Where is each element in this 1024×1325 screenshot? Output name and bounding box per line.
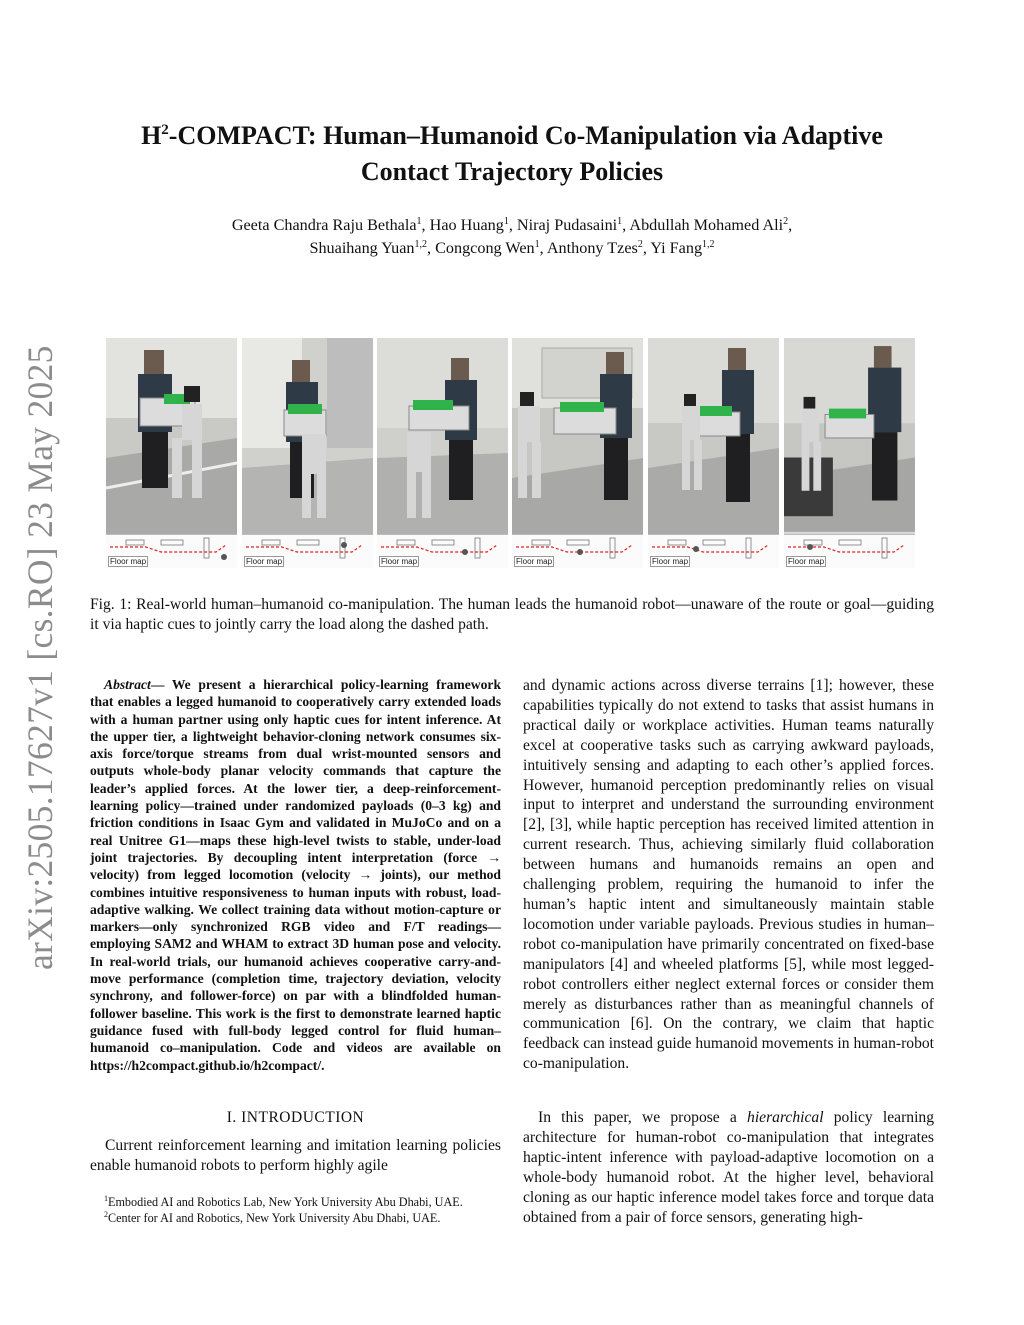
intro-paragraph-left: Current reinforcement learning and imitation learning policies enable humanoid robots to perform highly agile [90, 1137, 501, 1174]
floor-map-label: Floor map [516, 557, 553, 566]
figure-panel-6 [784, 338, 915, 568]
floor-map [377, 534, 508, 568]
figure-panel-3 [377, 338, 508, 568]
left-column [90, 676, 501, 1074]
arxiv-identifier: arXiv:2505.17627v1 [cs.RO] 23 May 2025 [20, 345, 60, 970]
photo-human-robot-carry [512, 338, 643, 534]
figure-caption: Fig. 1: Real-world human–humanoid co-manipulation. The human leads the humanoid robot—unaware of the route or goal—guiding it via haptic cues to jointly carry the load along the dashed path. [90, 596, 934, 633]
author: Congcong Wen$^1$, [435, 239, 547, 257]
intro-paragraph-right-2: In this paper, we propose a hierarchical policy learning architecture for human-robot co-manipulation that integrates haptic-intent inference with payload-adaptive locomotion on a whole-body humanoid robot. At the higher level, behavioral cloning as our haptic inference model takes force and torque data obtained from a pair of force sensors, generating high- [523, 1109, 934, 1226]
photo-human-robot-carry [784, 338, 915, 534]
photo-human-robot-carry [106, 338, 237, 534]
photo-human-robot-carry [377, 338, 508, 534]
abstract-text: We present a hierarchical policy-learning framework that enables a legged humanoid to cooperatively carry extended loads with a human partner using only haptic cues for intent inference. At the upper tier, a lightweight behavior-cloning network consumes six-axis force/torque streams from dual wrist-mounted sensors and outputs whole-body planar velocity commands that capture the leader’s applied forces. At the lower tier, a deep-reinforcement-learning policy—trained under randomized payloads (0–3 kg) and friction conditions in Isaac Gym and validated in MuJoCo and on a real Unitree G1—maps these high-level twists to stable, under-load joint trajectories. By decoupling intent interpretation (force → velocity) from legged locomotion (velocity → joints), our method combines intuitive responsiveness to human inputs with robust, load-adaptive walking. We collect training data without motion-capture or markers—only synchronized RGB video and F/T readings—employing SAM2 and WHAM to extract 3D human pose and velocity. In real-world trials, our humanoid achieves cooperative carry-and-move performance (completion time, trajectory deviation, velocity synchrony, and follower-force) on par with a blindfolded human-follower baseline. This work is the first to demonstrate learned haptic guidance fused with full-body legged control for fluid human–humanoid co–manipulation. Code and videos are available on https://h2compact.github.io/h2compact/. [90, 677, 502, 1073]
photo-human-robot-carry [648, 338, 779, 534]
floor-map [242, 534, 373, 568]
floor-map-label: Floor map [246, 557, 283, 566]
figure-panel-4 [512, 338, 643, 568]
figure-panel-2 [242, 338, 373, 568]
floor-map [106, 534, 237, 568]
abstract: Abstract— We present a hierarchical policy-learning framework that enables a legged humanoid to cooperatively carry extended loads with a human partner using only haptic cues for intent inference. At the upper tier, a lightweight behavior-cloning network consumes six-axis force/torque streams from dual wrist-mounted sensors and outputs whole-body planar velocity commands that capture the leader’s applied forces. At the lower tier, a deep-reinforcement-learning policy—trained under randomized payloads (0–3 kg) and friction conditions in Isaac Gym and validated in MuJoCo and on a real Unitree G1—maps these high-level twists to stable, under-load joint trajectories. By decoupling intent interpretation (force → velocity) from legged locomotion (velocity → joints), our method combines intuitive responsiveness to human inputs with robust, load-adaptive walking. We collect training data without motion-capture or markers—only synchronized RGB video and F/T readings—employing SAM2 and WHAM to extract 3D human pose and velocity. In real-world trials, our humanoid achieves cooperative carry-and-move performance (completion time, trajectory deviation, velocity synchrony, and follower-force) on par with a blindfolded human-follower baseline. This work is the first to demonstrate learned haptic guidance fused with full-body legged control for fluid human–humanoid co–manipulation. Code and videos are available on https://h2compact.github.io/h2compact/. [90, 677, 502, 1073]
figure-panel-1 [106, 338, 237, 568]
figure-1 [106, 338, 918, 568]
figure-panel-5 [648, 338, 779, 568]
floor-map-label: Floor map [110, 557, 147, 566]
author: Geeta Chandra Raju Bethala$^1$, [231, 216, 430, 234]
photo-human-robot-carry [242, 338, 373, 534]
floor-map-label: Floor map [788, 557, 825, 566]
author-list [130, 214, 894, 260]
author: Shuaihang Yuan$^{1,2}$, [309, 239, 436, 257]
author: Abdullah Mohamed Ali$^2$, [629, 216, 793, 234]
footnotes [90, 1194, 501, 1226]
title-prefix: H [141, 121, 162, 150]
title-superscript: 2 [161, 122, 169, 138]
author: Niraj Pudasaini$^1$, [516, 216, 630, 234]
floor-map [648, 534, 779, 568]
floor-map-label: Floor map [381, 557, 418, 566]
right-column [523, 676, 934, 1074]
paper-title [100, 118, 924, 190]
section-heading-introduction: I. INTRODUCTION [226, 1109, 365, 1126]
author: Yi Fang$^{1,2}$ [650, 239, 715, 257]
title-rest: -COMPACT: Human–Humanoid Co-Manipulation via Adaptive Contact Trajectory Policies [168, 121, 883, 186]
floor-map [784, 534, 915, 568]
floor-map-label: Floor map [652, 557, 689, 566]
abstract-label: Abstract [104, 677, 151, 692]
intro-paragraph-right-1: and dynamic actions across diverse terrains [1]; however, these capabilities typically do not extend to tasks that assist humans in practical daily or workplace activities. Human teams naturally excel at cooperative tasks such as carrying awkward payloads, intuitively sensing and adapting to each other’s applied forces. However, humanoid perception predominantly relies on visual input to interpret and understand the surrounding environment [2], [3], while haptic perception has received limited attention in current research. Thus, achieving similarly fluid collaboration between humans and humanoids remains an open and challenging problem, requiring the humanoid to infer the human’s haptic intent and simultaneously maintain stable locomotion under variable payloads. Previous studies in human–robot co-manipulation have primarily concentrated on fixed-base manipulators [4] and wheeled platforms [5], while most legged-robot controllers either neglect external forces or consider them merely as disturbances rather than as meaningful channels of communication [6]. On the contrary, we claim that haptic feedback can instead guide humanoid movements in human-robot co-manipulation. [523, 677, 934, 1073]
footnote-affiliation-2: $^2$Center for AI and Robotics, New York University Abu Dhabi, UAE. [104, 1210, 441, 1225]
author: Anthony Tzes$^2$, [546, 239, 651, 257]
floor-map [512, 534, 643, 568]
author: Hao Huang$^1$, [429, 216, 517, 234]
footnote-affiliation-1: $^1$Embodied AI and Robotics Lab, New York University Abu Dhabi, UAE. [104, 1194, 463, 1209]
